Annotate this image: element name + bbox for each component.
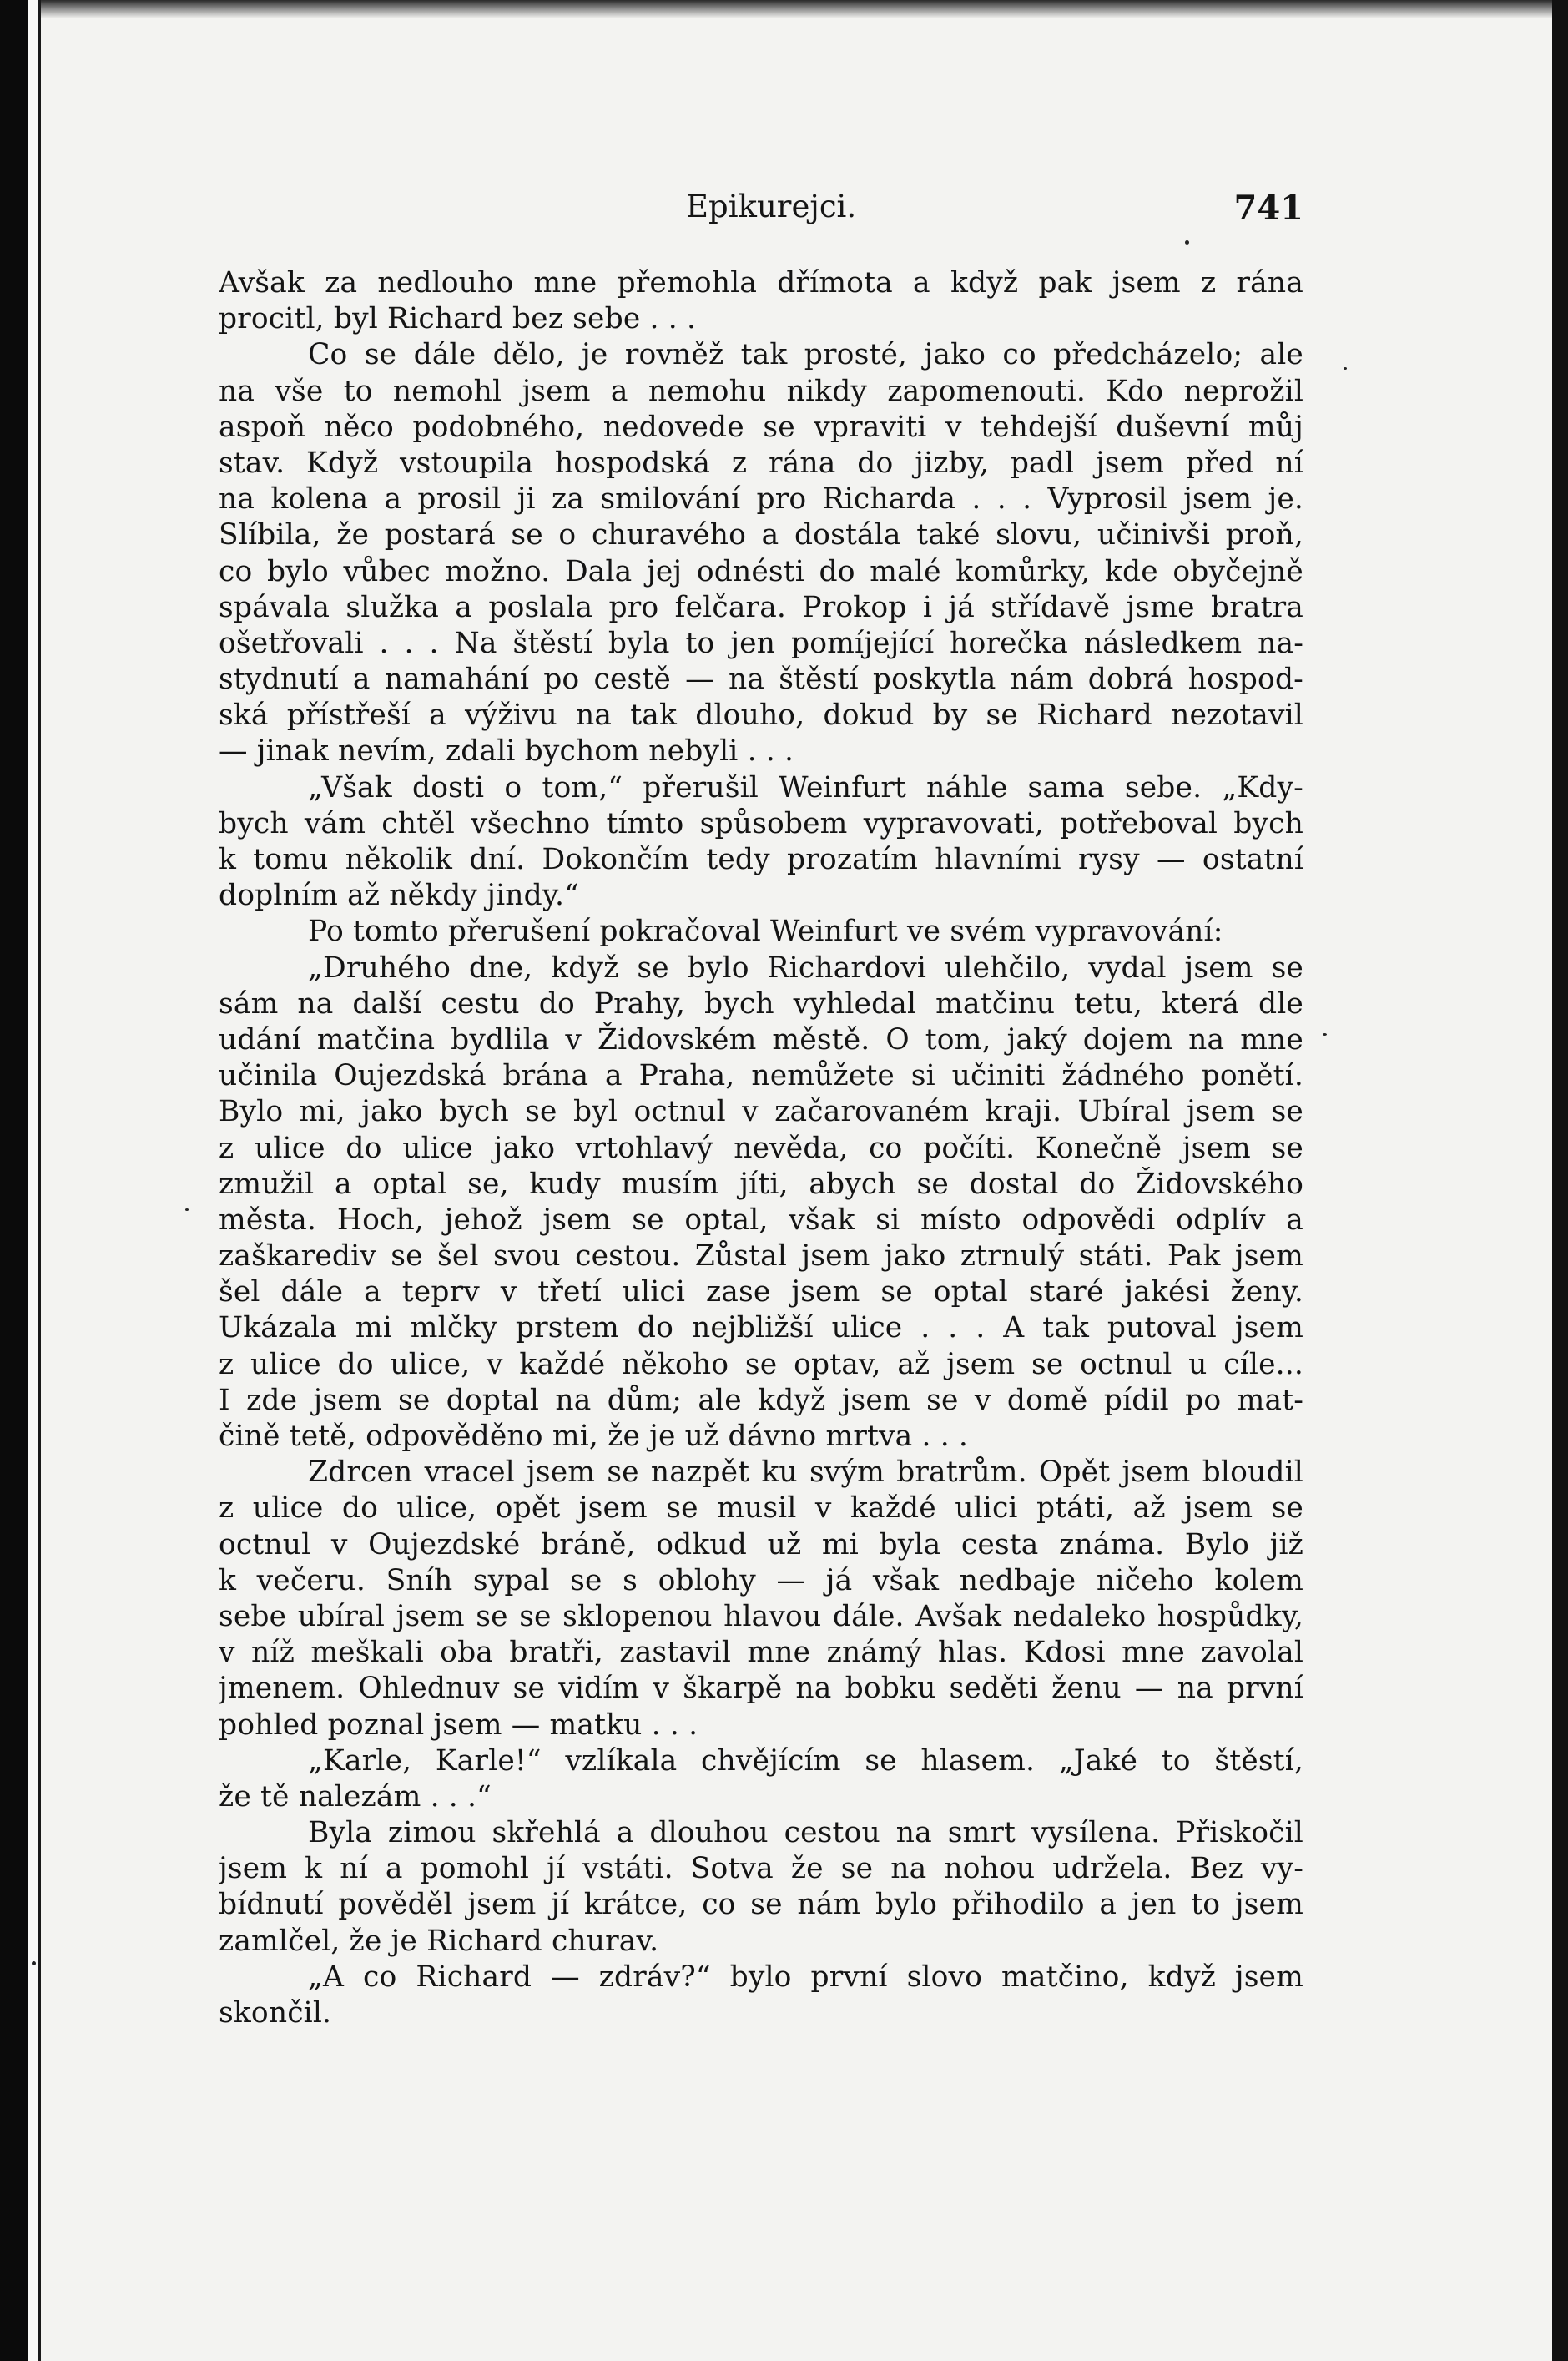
text-line: k tomu několik dní. Dokončím tedy prozatím hlavními rysy — ostatní [219, 843, 1303, 876]
body-text [219, 265, 1303, 2031]
dust-speck [1344, 367, 1347, 370]
text-line: procitl, byl Richard bez sebe . . . [219, 302, 697, 336]
dust-speck [1185, 240, 1189, 245]
text-line: zmužil a optal se, kudy musím jíti, abych se dostal do Židovského [219, 1167, 1303, 1201]
paragraph [219, 914, 1303, 950]
text-line: Co se dále dělo, je rovněž tak prosté, jako co předcházelo; ale [308, 338, 1303, 372]
text-line: v níž meškali oba bratři, zastavil mne známý hlas. Kdosi mne zavolal [219, 1636, 1303, 1670]
text-line: města. Hoch, jehož jsem se optal, však si místo odpovědi odplív a [219, 1203, 1303, 1237]
paragraph [219, 1743, 1303, 1815]
text-line: čině tetě, odpověděno mi, že je už dávno mrtva . . . [219, 1420, 969, 1453]
text-line: z ulice do ulice, v každé někoho se optav, až jsem se octnul u cíle... [219, 1347, 1303, 1381]
text-line: stav. Když vstoupila hospodská z rána do jizby, padl jsem před ní [219, 446, 1303, 480]
text-line: sebe ubíral jsem se se sklopenou hlavou dále. Avšak nedaleko hospůdky, [219, 1599, 1303, 1633]
text-line: Bylo mi, jako bych se byl octnul v začarovaném kraji. Ubíral jsem se [219, 1095, 1303, 1129]
text-line: spávala služka a poslala pro felčara. Prokop i já střídavě jsme bratra [219, 590, 1303, 624]
scan-top-edge [0, 0, 1568, 18]
paragraph [219, 1960, 1303, 2031]
text-line: bych vám chtěl všechno tímto spůsobem vypravovati, potřeboval bych [219, 806, 1303, 840]
text-line: zamlčel, že je Richard churav. [219, 1924, 659, 1958]
text-line: z ulice do ulice, opět jsem se musil v každé ulici ptáti, až jsem se [219, 1491, 1303, 1526]
text-line: k večeru. Sníh sypal se s oblohy — já však nedbaje ničeho kolem [219, 1563, 1303, 1597]
text-line: na kolena a prosil ji za smilování pro Richarda . . . Vyprosil jsem je. [219, 482, 1303, 517]
text-line: učinila Oujezdská brána a Praha, nemůžete si učiniti žádného ponětí. [219, 1059, 1303, 1093]
paragraph [219, 265, 1303, 337]
text-line: „Karle, Karle!“ vzlíkala chvějícím se hlasem. „Jaké to štěstí, [308, 1743, 1303, 1778]
text-line: bídnutí pověděl jsem jí krátce, co se nám bylo přihodilo a jen to jsem [219, 1888, 1303, 1922]
text-line: Zdrcen vracel jsem se nazpět ku svým bratrům. Opět jsem bloudil [308, 1455, 1303, 1490]
text-line: pohled poznal jsem — matku . . . [219, 1708, 698, 1742]
text-line: z ulice do ulice jako vrtohlavý nevěda, co počíti. Konečně jsem se [219, 1131, 1303, 1165]
text-line: udání matčina bydlila v Židovském městě. O tom, jaký dojem na mne [219, 1022, 1303, 1057]
text-line: zaškarediv se šel svou cestou. Zůstal jsem jako ztrnulý státi. Pak jsem [219, 1239, 1303, 1274]
text-line: sám na další cestu do Prahy, bych vyhledal matčinu tetu, která dle [219, 986, 1303, 1021]
scan-binding-line [38, 0, 41, 2361]
paragraph [219, 337, 1303, 769]
text-line: „Však dosti o tom,“ přerušil Weinfurt náhle sama sebe. „Kdy- [308, 770, 1303, 805]
paragraph [219, 951, 1303, 1455]
text-line: Byla zimou skřehlá a dlouhou cestou na smrt vysílena. Přiskočil [308, 1816, 1303, 1850]
text-line: šel dále a teprv v třetí ulici zase jsem se optal staré jakési ženy. [219, 1275, 1303, 1309]
text-line: „A co Richard — zdráv?“ bylo první slovo matčino, když jsem [308, 1960, 1303, 1994]
scan-right-border [1552, 0, 1568, 2361]
text-line: stydnutí a namahání po cestě — na štěstí poskytla nám dobrá hospod- [219, 663, 1303, 697]
text-line: Avšak za nedlouho mne přemohla dřímota a když pak jsem z rána [219, 266, 1303, 300]
text-line: doplním až někdy jindy.“ [219, 879, 579, 913]
scan-margin-strip [28, 0, 38, 2361]
page-number: 741 [1233, 189, 1303, 228]
text-line: na vše to nemohl jsem a nemohu nikdy zapomenouti. Kdo neprožil [219, 374, 1303, 408]
text-line: jsem k ní a pomohl jí vstáti. Sotva že se na nohou udržela. Bez vy- [219, 1852, 1303, 1886]
dust-speck [1323, 1033, 1327, 1036]
text-line: jmenem. Ohlednuv se vidím v škarpě na bobku seděti ženu — na první [219, 1672, 1303, 1706]
text-line: skončil. [219, 1996, 332, 2030]
text-line: že tě nalezám . . .“ [219, 1779, 492, 1814]
text-line: ská přístřeší a výživu na tak dlouho, dokud by se Richard nezotavil [219, 699, 1303, 733]
text-line: Ukázala mi mlčky prstem do nejbližší ulice . . . A tak putoval jsem [219, 1311, 1303, 1345]
text-line: „Druhého dne, když se bylo Richardovi ulehčilo, vydal jsem se [308, 951, 1303, 985]
text-line: co bylo vůbec možno. Dala jej odnésti do malé komůrky, kde obyčejně [219, 554, 1303, 588]
text-line: Po tomto přerušení pokračoval Weinfurt ve svém vypravování: [308, 915, 1223, 949]
text-line: aspoň něco podobného, nedovede se vpraviti v tehdejší duševní můj [219, 410, 1303, 444]
dust-speck [32, 1961, 36, 1965]
text-line: Slíbila, že postará se o churavého a dostála také slovu, učinivši proň, [219, 518, 1303, 552]
scan-left-border [0, 0, 28, 2361]
running-head: Epikurejci. [686, 189, 857, 224]
text-line: I zde jsem se doptal na dům; ale když jsem se v domě pídil po mat- [219, 1383, 1303, 1417]
page-header [219, 182, 1303, 232]
paragraph [219, 770, 1303, 915]
text-line: ošetřovali . . . Na štěstí byla to jen pomíjející horečka následkem na- [219, 626, 1303, 660]
paragraph [219, 1815, 1303, 1960]
dust-speck [185, 1208, 189, 1211]
paragraph [219, 1455, 1303, 1743]
text-line: — jinak nevím, zdali bychom nebyli . . . [219, 734, 794, 769]
text-line: octnul v Oujezdské bráně, odkud už mi byla cesta známa. Bylo již [219, 1527, 1303, 1561]
